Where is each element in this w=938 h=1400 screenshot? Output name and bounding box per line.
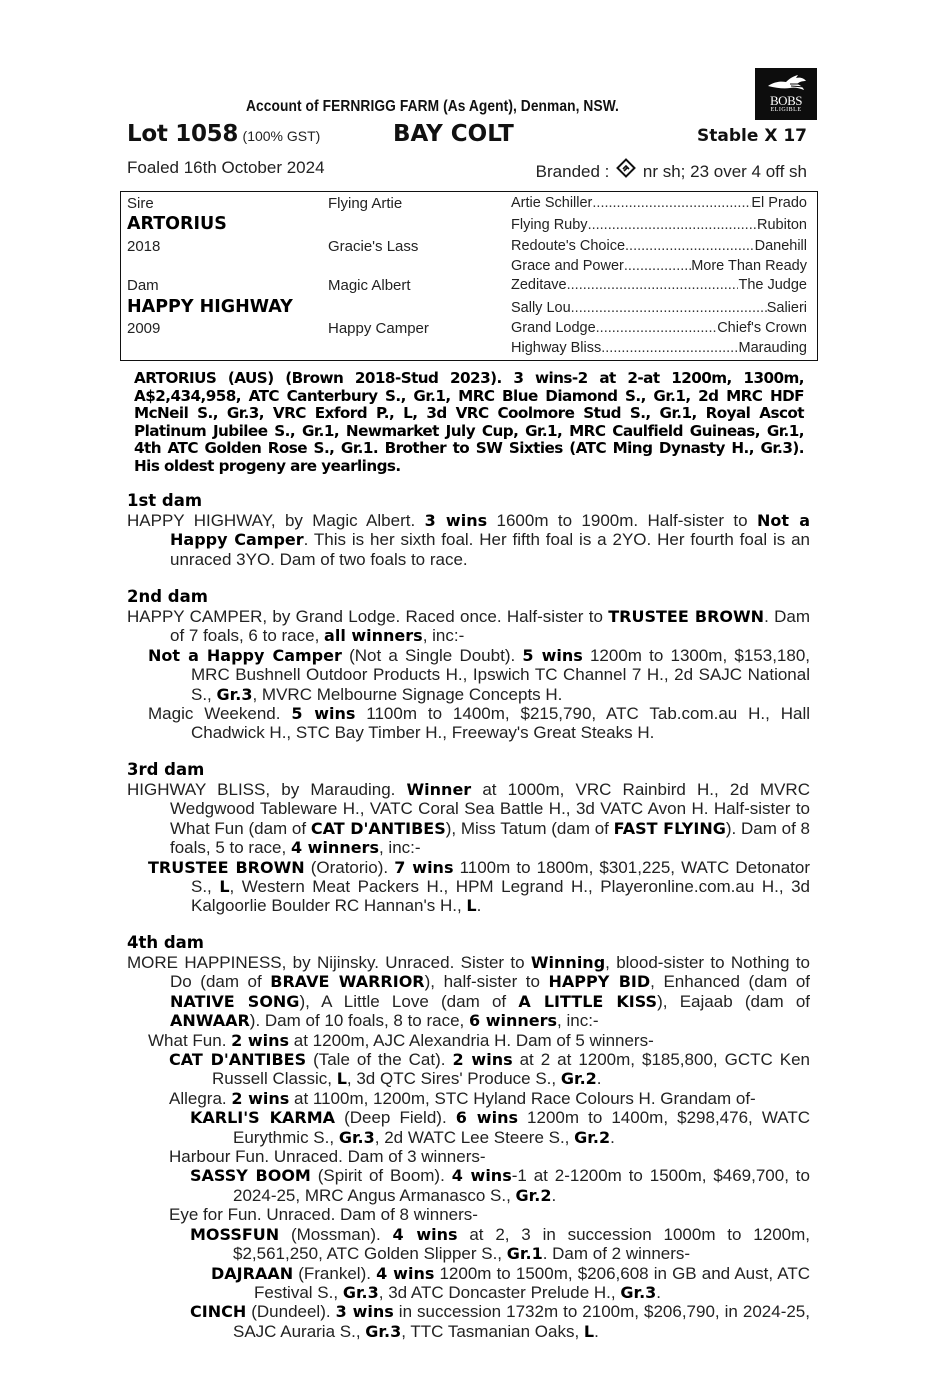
bold-text: Gr.3 [342, 1282, 379, 1302]
branded-marks: nr sh; 23 over 4 off sh [642, 162, 807, 181]
bold-text: Winner [406, 780, 472, 799]
bold-text: A LITTLE KISS [518, 991, 658, 1011]
text-run: HAPPY CAMPER, by Grand Lodge. Raced once. Half-sister to [127, 607, 609, 626]
text-run: , TTC Tasmanian Oaks, [401, 1321, 584, 1341]
text-run: 1200m to 1400m, $298,476, WATC Eurythmic S., [233, 1108, 810, 1147]
text-run: , 2d WATC Lee Steere S., [374, 1127, 575, 1147]
text-run: (Oratorio). [304, 857, 395, 877]
text-run: , Enhanced (dam of [650, 972, 811, 992]
dam-section-1 [127, 491, 810, 569]
text-run: (Dundeel). [246, 1302, 336, 1322]
great-grandparent-row [511, 195, 807, 211]
leader-dots [571, 300, 767, 316]
text-run: ), half-sister to [424, 972, 549, 992]
dam-entry [127, 780, 810, 858]
section-heading: 3rd dam [127, 760, 205, 779]
text-run: , 3d ATC Doncaster Prelude H., [378, 1282, 621, 1302]
text-run: What Fun. [148, 1030, 232, 1050]
sire-label: Sire [127, 195, 154, 212]
bold-text: Winning [530, 953, 606, 972]
bold-text: L [466, 896, 477, 916]
progeny-entry [127, 1225, 810, 1264]
dam-sire: Magic Albert [328, 277, 411, 294]
bold-text: Gr.3 [338, 1127, 375, 1147]
section-entries [127, 953, 810, 1341]
lot-description: BAY COLT [393, 121, 514, 147]
text-run: , MVRC Melbourne Signage Concepts H. [252, 684, 563, 704]
logo-subtext: ELIGIBLE [770, 107, 802, 113]
bold-text: MOSSFUN [190, 1224, 280, 1244]
text-run: . Dam of 7 foals, 6 to race, [170, 607, 810, 646]
bold-text: KARLI'S KARMA [190, 1108, 335, 1128]
bold-text: TRUSTEE BROWN [148, 857, 305, 877]
sire-summary: ARTORIUS (AUS) (Brown 2018-Stud 2023). 3 wins-2 at 2-at 1200m, 1300m, A$2,434,958, ATC Canterbury S., Gr.1, MRC Blue Diamond S., Gr.1, 2d MRC HDF McNeil S., Gr.3, VRC Exford P., L, 3d VRC Coolmore Stud S., Gr.1, Royal Ascot Platinum Jubilee S., Gr.1, Newmarket July Cup, Gr.1, MRC Caulfield Guineas, Gr.1, 4th ATC Golden Rose S., Gr.1. Brother to SW Sixties (ATC Ming Dynasty H., Gr.3). His oldest progeny are yearlings. [134, 369, 804, 475]
text-run: . [551, 1185, 557, 1205]
bold-text: 4 wins [451, 1166, 512, 1186]
gg-right: Marauding [738, 340, 807, 356]
dam-year: 2009 [127, 320, 161, 337]
sire-sire: Flying Artie [328, 195, 403, 212]
bold-text: Not a Happy Camper [170, 511, 810, 550]
progeny-entry [127, 704, 810, 743]
text-run: , 3d QTC Sires' Produce S., [346, 1069, 561, 1089]
bold-text: BRAVE WARRIOR [270, 972, 425, 992]
stable-location: Stable X 17 [697, 126, 807, 146]
branded-info [536, 158, 807, 182]
section-entries [127, 511, 810, 569]
section-entries [127, 607, 810, 743]
bold-text: Gr.3 [620, 1282, 657, 1302]
text-run: , Western Meat Packers H., HPM Legrand H., Playeronline.com.au H., 3d Kalgoorlie Boulder RC Hannan's H., [191, 877, 811, 916]
bold-text: L [583, 1321, 595, 1341]
gg-left: Highway Bliss [511, 340, 602, 356]
foaled-date: Foaled 16th October 2024 [127, 158, 325, 177]
great-grandparent-row [511, 320, 807, 336]
section-heading: 1st dam [127, 491, 203, 510]
text-run: Harbour Fun. Unraced. Dam of 3 winners- [169, 1147, 486, 1167]
dam-dam: Happy Camper [328, 320, 429, 337]
sire-name: ARTORIUS [127, 214, 227, 234]
bobs-eligible-logo [755, 68, 817, 120]
vendor-account: Account of FERNRIGG FARM (As Agent), Denman, NSW. [246, 98, 619, 115]
diamond-brand-icon [616, 158, 636, 178]
leader-dots [625, 238, 755, 254]
gg-left: Artie Schiller [511, 195, 593, 211]
bold-text: 5 wins [522, 645, 583, 665]
text-run: HIGHWAY BLISS, by Marauding. [127, 780, 407, 799]
text-run: , inc:- [378, 838, 421, 858]
bold-text: Gr.2 [574, 1127, 611, 1147]
bold-text: TRUSTEE BROWN [608, 607, 765, 626]
text-run: (Deep Field). [335, 1108, 456, 1128]
great-grandparent-row [511, 258, 807, 274]
branded-label: Branded : [535, 162, 610, 181]
text-run: in succession 1732m to 2100m, $206,790, in 2024-25, SAJC Auraria S., [233, 1302, 810, 1341]
section-entries [127, 780, 810, 916]
progeny-entry [127, 1166, 810, 1205]
bold-text: 4 wins [376, 1263, 435, 1283]
gg-right: Rubiton [757, 217, 807, 233]
dam-section-3 [127, 760, 810, 916]
bold-text: SASSY BOOM [190, 1166, 311, 1186]
text-run: 1600m to 1900m. Half-sister to [487, 511, 757, 530]
text-run: (Mossman). [279, 1224, 393, 1244]
text-run: ). Dam of 10 foals, 8 to race, [249, 1011, 470, 1031]
text-run: at 1200m, AJC Alexandria H. Dam of 5 winners- [289, 1030, 654, 1050]
text-run: HAPPY HIGHWAY, by Magic Albert. [127, 511, 425, 530]
leader-dots [596, 320, 718, 336]
text-run: (Frankel). [293, 1263, 377, 1283]
text-run: Magic Weekend. [148, 704, 292, 724]
gg-left: Grace and Power [511, 258, 624, 274]
dam-section-2 [127, 587, 810, 743]
text-run: ), A Little Love (dam of [299, 991, 519, 1011]
text-run: , inc:- [422, 626, 465, 646]
bold-text: 3 wins [424, 511, 488, 530]
dam-name: HAPPY HIGHWAY [127, 297, 293, 317]
text-run: . This is her sixth foal. Her fifth foal is a 2YO. Her fourth foal is an unraced 3YO. Dam of two foals to race. [170, 530, 811, 569]
dam-label: Dam [127, 277, 159, 294]
bold-text: 2 wins [452, 1050, 513, 1070]
text-run: Allegra. [169, 1088, 232, 1108]
bold-text: Gr.1 [506, 1244, 543, 1264]
bold-text: Gr.2 [560, 1069, 597, 1089]
great-grandparent-row [511, 300, 807, 316]
great-grandparent-row [511, 217, 807, 233]
section-heading: 4th dam [127, 933, 204, 952]
sire-dam: Gracie's Lass [328, 238, 419, 255]
text-run: MORE HAPPINESS, by Nijinsky. Unraced. Sister to [127, 953, 531, 972]
bold-text: 2 wins [231, 1030, 290, 1050]
gg-left: Flying Ruby [511, 217, 588, 233]
section-heading: 2nd dam [127, 587, 208, 606]
foaled-row [127, 158, 809, 182]
text-run: . [594, 1321, 599, 1341]
progeny-entry [127, 1050, 810, 1089]
sire-year: 2018 [127, 238, 161, 255]
pedigree-table [120, 191, 818, 361]
logo-text: BOBS [770, 93, 802, 108]
gg-right: The Judge [738, 277, 807, 293]
text-run: 1200m to 1300m, $153,180, MRC Bushnell Outdoor Products H., Ipswich TC Channel 7 H., 2d SAJC National S., [191, 645, 811, 704]
bold-text: 6 wins [455, 1108, 518, 1128]
gg-left: Grand Lodge [511, 320, 596, 336]
leader-dots [601, 340, 738, 356]
gg-left: Sally Lou [511, 300, 571, 316]
bold-text: CAT D'ANTIBES [169, 1050, 307, 1070]
text-run: 1200m to 1500m, $206,608 in GB and Aust, ATC Festival S., [254, 1263, 810, 1302]
gst-note: (100% GST) [242, 128, 321, 144]
text-run: . [476, 896, 482, 916]
progeny-entry [127, 1205, 810, 1224]
text-run: at 2 at 1200m, $185,800, GCTC Ken Russell Classic, [212, 1050, 810, 1089]
text-run: ), Eajaab (dam of [657, 991, 811, 1011]
great-grandparent-row [511, 277, 807, 293]
text-run: . [596, 1069, 602, 1089]
bold-text: 7 wins [394, 857, 454, 877]
progeny-entry [127, 1108, 810, 1147]
text-run: ). Dam of 8 foals, 5 to race, [170, 818, 810, 858]
bold-text: NATIVE SONG [170, 991, 300, 1011]
lot-number [127, 121, 320, 147]
progeny-entry [127, 646, 810, 704]
horse-head-icon [764, 72, 808, 94]
lot-label: Lot 1058 [127, 121, 239, 147]
bold-text: Not a Happy Camper [148, 645, 342, 665]
bold-text: FAST FLYING [613, 818, 726, 838]
leader-dots [624, 258, 691, 274]
bold-text: HAPPY BID [548, 972, 651, 992]
gg-left: Redoute's Choice [511, 238, 626, 254]
progeny-entry [127, 858, 810, 916]
dam-section-4 [127, 933, 810, 1341]
bold-text: L [219, 877, 230, 897]
bold-text: DAJRAAN [211, 1263, 294, 1283]
text-run: 1100m to 1800m, $301,225, WATC Detonator S., [191, 857, 810, 897]
gg-right: Salieri [766, 300, 807, 316]
text-run: at 2, 3 in succession 1000m to 1200m, $2,561,250, ATC Golden Slipper S., [233, 1224, 810, 1264]
text-run: 1100m to 1400m, $215,790, ATC Tab.com.au H., Hall Chadwick H., STC Bay Timber H., Freeway's Great Steaks H. [191, 704, 811, 743]
text-run: ), Miss Tatum (dam of [445, 818, 614, 838]
text-run: at 1000m, VRC Rainbird H., 2d MVRC Wedgwood Tableware H., VATC Coral Sea Battle H., 3d VATC Avon H. Half-sister to What Fun (dam of [170, 780, 810, 838]
text-run: -1 at 2-1200m to 1500m, $469,700, to 2024-25, MRC Angus Armanasco S., [233, 1166, 810, 1205]
leader-dots [567, 277, 739, 293]
bold-text: 6 winners [469, 1011, 558, 1031]
great-grandparent-row [511, 238, 807, 254]
great-grandparent-row [511, 340, 807, 356]
progeny-entry [127, 1089, 810, 1108]
text-run: . Dam of 2 winners- [542, 1244, 691, 1264]
text-run: (Spirit of Boom). [310, 1166, 452, 1186]
dam-entry [127, 607, 810, 646]
bold-text: L [336, 1069, 347, 1089]
bold-text: CINCH [190, 1302, 247, 1322]
gg-left: Zeditave [511, 277, 567, 293]
text-run: , inc:- [557, 1011, 599, 1031]
leader-dots [592, 195, 751, 211]
text-run: (Not a Single Doubt). [341, 645, 523, 665]
text-run: , blood-sister to Nothing to Do (dam of [170, 953, 810, 992]
bold-text: CAT D'ANTIBES [310, 818, 446, 838]
progeny-entry [127, 1302, 810, 1341]
gg-right: Chief's Crown [717, 320, 807, 336]
bold-text: 2 wins [231, 1088, 290, 1108]
bold-text: Gr.3 [365, 1321, 402, 1341]
bold-text: 5 wins [291, 704, 356, 724]
bold-text: all winners [324, 626, 423, 646]
text-run: (Tale of the Cat). [306, 1050, 453, 1070]
dam-entry [127, 953, 810, 1031]
lot-row [127, 121, 809, 151]
bold-text: 4 wins [392, 1224, 458, 1244]
text-run: . [656, 1282, 662, 1302]
bold-text: 4 winners [290, 838, 379, 858]
progeny-entry [127, 1264, 810, 1303]
bold-text: Gr.2 [515, 1185, 552, 1205]
dam-entry [127, 511, 810, 569]
gg-right: Danehill [754, 238, 807, 254]
gg-right: El Prado [751, 195, 807, 211]
progeny-entry [127, 1031, 810, 1050]
bold-text: Gr.3 [216, 684, 253, 704]
text-run: at 1100m, 1200m, STC Hyland Race Colours H. Grandam of- [289, 1088, 756, 1108]
bold-text: 3 wins [335, 1302, 394, 1322]
leader-dots [588, 217, 757, 233]
bold-text: ANWAAR [170, 1011, 250, 1031]
text-run: . [610, 1127, 615, 1147]
text-run: Eye for Fun. Unraced. Dam of 8 winners- [169, 1205, 478, 1225]
progeny-entry [127, 1147, 810, 1166]
gg-right: More Than Ready [691, 258, 807, 274]
